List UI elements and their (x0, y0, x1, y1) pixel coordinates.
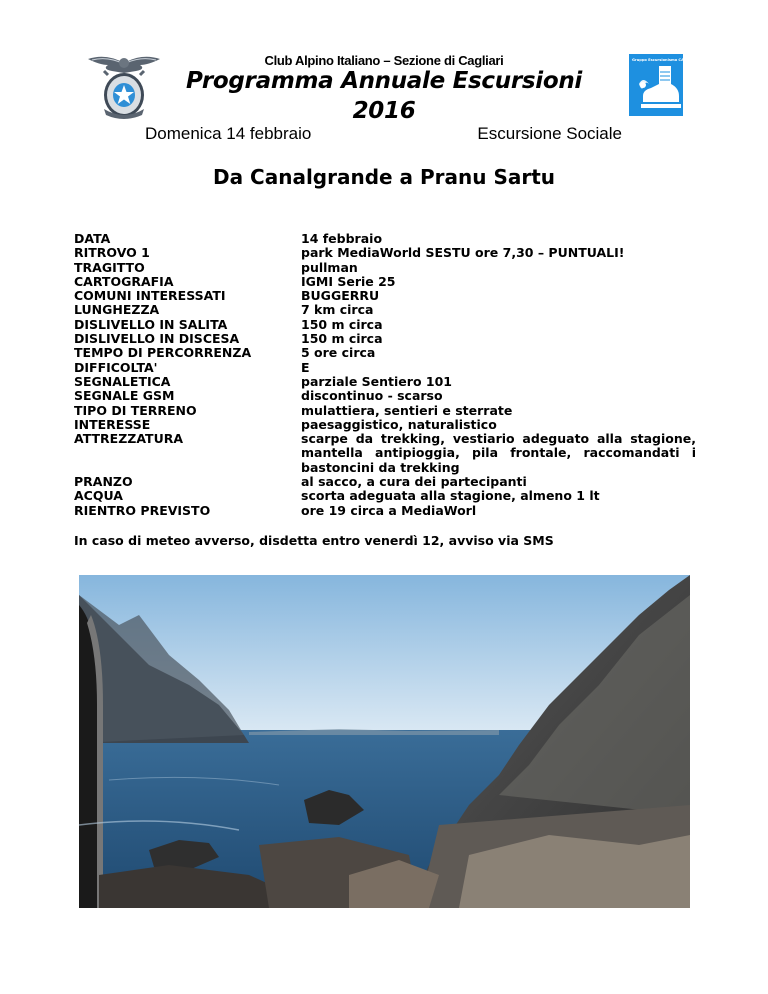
detail-row-difficolta: DIFFICOLTA' E (74, 359, 310, 375)
detail-row-tragitto: TRAGITTO pullman (74, 259, 358, 275)
detail-row-cartografia: CARTOGRAFIA IGMI Serie 25 (74, 273, 396, 289)
detail-row-data: DATA 14 febbraio (74, 231, 383, 246)
route-title: Da Canalgrande a Pranu Sartu (212, 165, 556, 189)
detail-row-ritrovo: RITROVO 1 park MediaWorld SESTU ore 7,30 – PUNTUALI! (74, 245, 625, 261)
excursion-type: Escursione Sociale (477, 124, 622, 143)
program-year: 2016 (352, 98, 416, 124)
program-title-line1: Programma Annuale Escursioni (186, 68, 582, 94)
detail-row-tempo: TEMPO DI PERCORRENZA 5 ore circa (74, 345, 376, 361)
detail-row-segnaletica: SEGNALETICA parziale Sentiero 101 (74, 373, 452, 389)
detail-row-terreno: TIPO DI TERRENO mulattiera, sentieri e sterrate (74, 402, 513, 418)
weather-note: In caso di meteo avverso, disdetta entro venerdì 12, avviso via SMS (74, 533, 554, 548)
details-table (74, 232, 696, 518)
organization-header: Club Alpino Italiano – Sezione di Cagliari (264, 53, 504, 68)
excursion-date: Domenica 14 febbraio (145, 124, 312, 143)
svg-text:Gruppo Escursionismo CAI CAGLI: Gruppo Escursionismo CAI CAGLIARI (632, 58, 706, 62)
detail-row-rientro: RIENTRO PREVISTO ore 19 circa a MediaWorl (74, 502, 477, 518)
detail-row-dislivello-salita: DISLIVELLO IN SALITA 150 m circa (74, 316, 383, 332)
coast-photo (79, 575, 690, 908)
detail-row-segnale-gsm: SEGNALE GSM discontinuo - scarso (74, 388, 443, 404)
detail-row-lunghezza: LUNGHEZZA 7 km circa (74, 302, 374, 318)
detail-row-pranzo: PRANZO al sacco, a cura dei partecipanti (74, 474, 527, 490)
detail-row-dislivello-discesa: DISLIVELLO IN DISCESA 150 m circa (74, 331, 383, 347)
detail-row-attrezzatura: ATTREZZATURA scarpe da trekking, vestiario adeguato alla stagione, mantella antipioggia, pila frontale, raccomandati i bastoncini da trekking (74, 431, 696, 475)
program-title (0, 66, 768, 126)
detail-row-interesse: INTERESSE paesaggistico, naturalistico (74, 416, 497, 432)
detail-row-acqua: ACQUA scorta adeguata alla stagione, almeno 1 lt (74, 488, 600, 504)
detail-row-comuni: COMUNI INTERESSATI BUGGERRU (74, 288, 380, 304)
